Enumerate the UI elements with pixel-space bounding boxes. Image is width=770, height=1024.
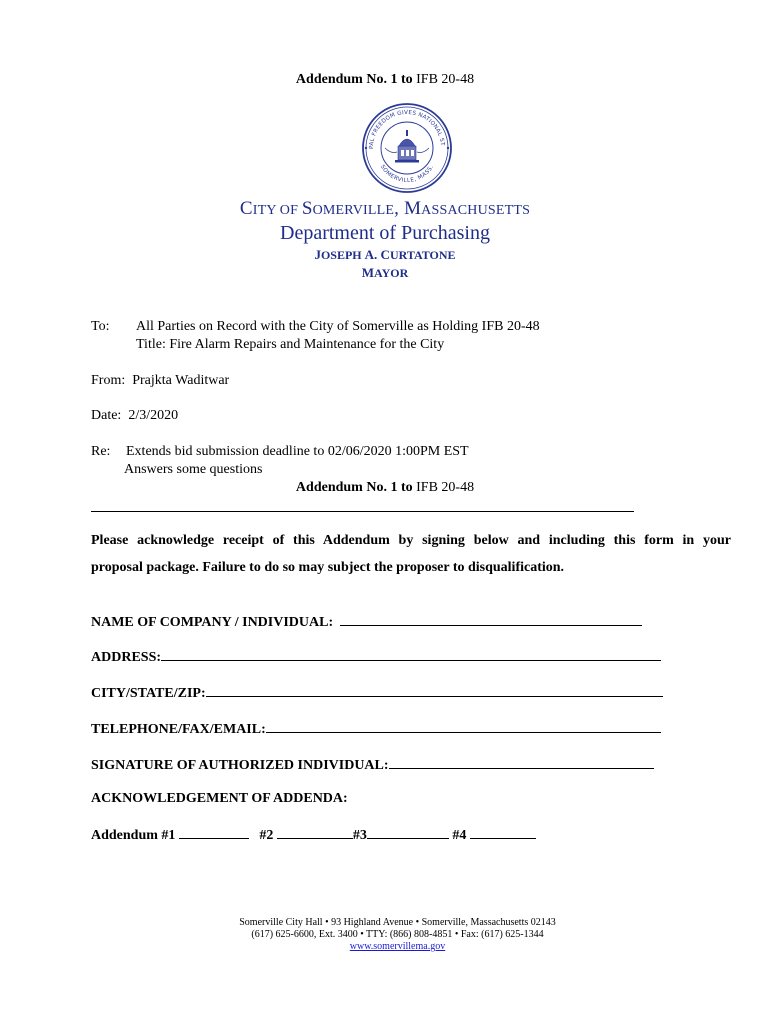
addendum-1-blank[interactable] bbox=[179, 826, 249, 839]
svg-text:MUNICIPAL FREEDOM GIVES NATION: PAL FREEDOM GIVES NATIONAL ST bbox=[368, 109, 445, 150]
divider bbox=[91, 511, 634, 512]
header-ifb-number: IFB 20-48 bbox=[416, 72, 475, 87]
document-header bbox=[0, 72, 770, 88]
signature-field bbox=[91, 756, 654, 774]
telephone-fax-email-blank[interactable] bbox=[266, 720, 661, 733]
footer-contact: (617) 625-6600, Ext. 3400 • TTY: (866) 808-4851 • Fax: (617) 625-1344 bbox=[251, 929, 544, 940]
addendum-4-label: #4 bbox=[452, 828, 467, 843]
city-state-zip-blank[interactable] bbox=[206, 684, 663, 697]
from-label: From: bbox=[91, 373, 126, 388]
date-line bbox=[91, 408, 178, 424]
city-state-zip-field bbox=[91, 684, 663, 702]
footer-website-link[interactable]: www.somervillema.gov bbox=[349, 941, 446, 952]
footer bbox=[0, 917, 770, 953]
from-value: Prajkta Waditwar bbox=[132, 373, 230, 388]
to-recipients: All Parties on Record with the City of Somerville as Holding IFB 20-48 bbox=[136, 319, 540, 334]
re-deadline: Extends bid submission deadline to 02/06/2020 1:00PM EST bbox=[126, 444, 469, 459]
company-name-field bbox=[91, 613, 642, 631]
telephone-fax-email-field bbox=[91, 720, 661, 738]
addenda-row bbox=[91, 826, 536, 844]
memo-addendum-title: Addendum No. 1 to IFB 20-48 bbox=[295, 480, 475, 495]
header-addendum-label: Addendum No. 1 to bbox=[295, 72, 413, 87]
company-name-label: NAME OF COMPANY / INDIVIDUAL: bbox=[91, 615, 334, 630]
date-value: 2/3/2020 bbox=[128, 408, 179, 423]
acknowledgement-of-addenda-heading: ACKNOWLEDGEMENT OF ADDENDA: bbox=[91, 791, 348, 806]
address-label: ADDRESS: bbox=[91, 650, 162, 665]
signature-blank[interactable] bbox=[389, 756, 654, 769]
addendum-4-blank[interactable] bbox=[470, 826, 536, 839]
mayor-name: JOSEPH A. CURTATONE MAYOR bbox=[0, 246, 770, 282]
to-title: Title: Fire Alarm Repairs and Maintenance for the City bbox=[136, 337, 445, 352]
notice-line-1: Please acknowledge receipt of this Addendum by signing below and including this form in your bbox=[91, 533, 731, 548]
date-label: Date: bbox=[91, 408, 122, 423]
re-label: Re: bbox=[91, 444, 111, 459]
addendum-3-label: #3 bbox=[352, 828, 367, 843]
mayor-title: MAYOR bbox=[361, 265, 409, 280]
address-field bbox=[91, 648, 661, 666]
from-line bbox=[91, 373, 229, 389]
city-seal-icon bbox=[361, 102, 453, 194]
to-label: To: bbox=[91, 319, 110, 334]
city-state-zip-label: CITY/STATE/ZIP: bbox=[91, 686, 206, 701]
footer-address: Somerville City Hall • 93 Highland Avenue • Somerville, Massachusetts 02143 bbox=[239, 917, 556, 928]
address-blank[interactable] bbox=[161, 648, 661, 661]
addendum-2-blank[interactable] bbox=[277, 826, 353, 839]
addendum-1-label: Addendum #1 bbox=[91, 828, 176, 843]
city-name: CITY OF SOMERVILLE, MASSACHUSETTS bbox=[239, 198, 531, 219]
department-name: Department of Purchasing bbox=[280, 222, 490, 244]
notice-line-2: proposal package. Failure to do so may subject the proposer to disqualification. bbox=[91, 560, 565, 575]
re-questions: Answers some questions bbox=[124, 462, 263, 477]
signature-label: SIGNATURE OF AUTHORIZED INDIVIDUAL: bbox=[91, 758, 389, 773]
addendum-2-label: #2 bbox=[259, 828, 274, 843]
acknowledgement-notice bbox=[91, 527, 731, 581]
company-name-blank[interactable] bbox=[340, 613, 642, 626]
svg-text:SOMERVILLE, MASS.: SOMERVILLE, MASS. bbox=[378, 163, 436, 185]
telephone-fax-email-label: TELEPHONE/FAX/EMAIL: bbox=[91, 722, 266, 737]
addendum-3-blank[interactable] bbox=[367, 826, 449, 839]
